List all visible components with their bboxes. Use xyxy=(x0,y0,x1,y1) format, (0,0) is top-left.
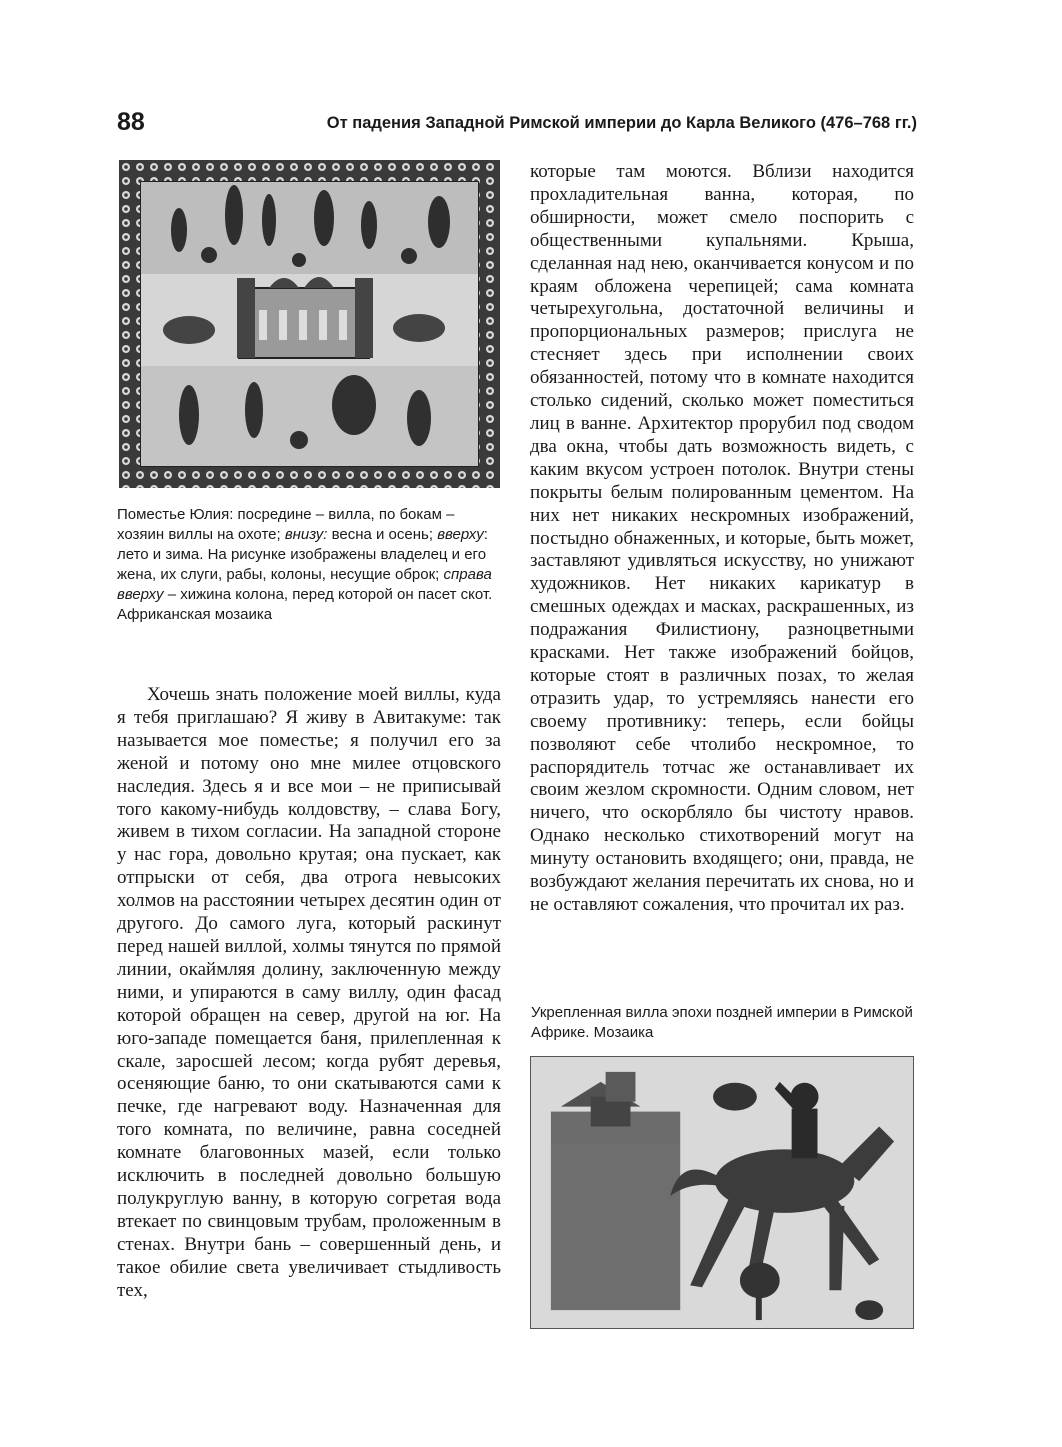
caption1-italic-3: справа вверху xyxy=(117,566,492,603)
caption1-italic-2: вверху xyxy=(437,526,484,543)
page-number: 88 xyxy=(117,108,145,136)
caption1-text-3: : лето и зима. На рисунке изображены владелец и его жена, их слуги, рабы, колоны, несущие оброк; xyxy=(117,526,488,583)
mosaic-fortified-villa-image xyxy=(530,1056,914,1329)
mosaic-estate-drawing xyxy=(119,160,500,488)
right-paragraph: которые там моются. Вблизи находится прохладительная ванна, которая, по обширности, может смело поспорить с общественными купальнями. Крыша, сделанная над нею, оканчивается конусом и по краям обложена черепицей; сама комната четырехугольна, достаточной величины и пропорциональных размеров; прислуга не стесняет здесь при исполнении своих обязанностей, потому что в комнате находится столько сидений, сколько может поместиться лиц в ванне. Архитектор прорубил под сводом два окна, чтобы дать возможность видеть, с каким вкусом устроен потолок. Внутри стены покрыты белым полированным цементом. На них нет никаких нескромных изображений, постыдно обнаженных, и которые, быть может, заставляют удивляться искусству, но унижают художников. Нет никаких карикатур в смешных одеждах и масках, раскрашенных, из подражания Филистиону, разноцветными красками. Нет также изображений бойцов, которые стоят в различных позах, то желая отразить удар, то устремляясь нанести его своему противнику: теперь, если бойцы позволяют себе чтолибо нескромное, то распорядитель тотчас же останавливает их своим жезлом скромности. Одним словом, нет ничего, что оскорбляло бы чистоту нравов. Однако несколько стихотворений могут на минуту остановить входящего; они, правда, не возбуждают желания перечитать их снова, но и не оставляют сожаления, что прочитал их раз. xyxy=(530,161,914,915)
mosaic-horseman-drawing xyxy=(531,1057,913,1328)
page-header xyxy=(117,108,917,144)
caption1-italic-1: внизу: xyxy=(284,526,328,543)
caption1-text-2: весна и осень; xyxy=(327,526,438,543)
right-column-text xyxy=(530,161,914,917)
running-title: От падения Западной Римской империи до Карла Великого (476–768 гг.) xyxy=(326,114,917,132)
caption1-text-4: – хижина колона, перед которой он пасет скот. Африканская мозаика xyxy=(117,586,493,623)
left-column-text xyxy=(117,684,501,1302)
left-paragraph: Хочешь знать положение моей виллы, куда я тебя приглашаю? Я живу в Авитакуме: так называется мое поместье; я получил его за женой и потому оно мне милее отцовского наследия. Здесь я и все мои – не приписывай того какому-нибудь колдовству, – слава Богу, живем в тихом согласии. На западной стороне у нас гора, довольно крутая; она пускает, как отпрыски от себя, два отрога невысоких холмов на расстоянии четырех десятин один от другого. До самого луга, который раскинут перед нашей виллой, холмы тянутся по прямой линии, окаймляя долину, заключенную между ними, и упираются в саму виллу, один фасад которой обращен на север, другой на юг. На юго-западе помещается баня, прилепленная к скале, заросшей лесом; когда рубят деревья, осеняющие баню, то они скатываются сами к печке, где нагревают воду. Назначенная для того комната, по величине, равна соседней комнате благовонных мазей, если только исключить в последней довольно большую полукруглую ванну, в которую согретая вода втекает по свинцовым трубам, проложенным в стенах. Внутри бань – совершенный день, и такое обилие света увеличивает стыдливость тех, xyxy=(117,684,501,1301)
caption1-text-1: Поместье Юлия: посредине – вилла, по бокам – хозяин виллы на охоте; xyxy=(117,506,455,543)
mosaic-estate-image xyxy=(119,160,500,488)
figure1-caption xyxy=(117,505,503,625)
figure2-caption: Укрепленная вилла эпохи поздней империи в Римской Африке. Мозаика xyxy=(531,1004,913,1041)
